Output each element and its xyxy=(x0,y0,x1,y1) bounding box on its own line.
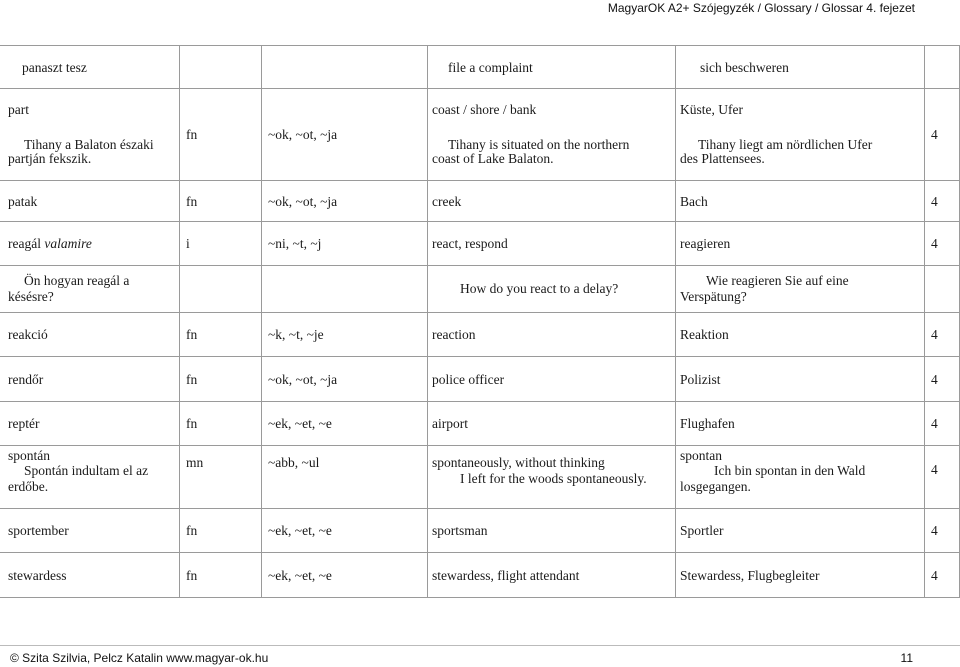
german-example xyxy=(680,463,924,495)
part-of-speech: fn xyxy=(186,193,198,209)
english-translation: police officer xyxy=(432,371,505,387)
hungarian-cell xyxy=(0,357,180,402)
chapter-cell xyxy=(925,402,960,446)
example-line: Tihany is situated on the northern xyxy=(448,137,630,152)
glossary-row xyxy=(0,89,960,181)
forms-cell xyxy=(262,553,428,598)
german-cell xyxy=(676,553,925,598)
chapter-cell xyxy=(925,553,960,598)
example-line: erdőbe. xyxy=(8,479,49,494)
english-cell xyxy=(428,509,676,553)
english-translation: react, respond xyxy=(432,236,508,251)
forms-cell xyxy=(262,402,428,446)
hungarian-cell xyxy=(0,266,180,313)
example-line: Ön hogyan reagál a xyxy=(24,273,130,288)
german-translation: Flughafen xyxy=(680,416,735,431)
hungarian-term: sportember xyxy=(8,523,69,538)
german-cell xyxy=(676,45,925,89)
word-forms: ~ok, ~ot, ~ja xyxy=(268,127,338,142)
english-cell xyxy=(428,181,676,222)
german-translation: spontan xyxy=(680,448,722,463)
forms-cell xyxy=(262,446,428,509)
word-forms: ~ok, ~ot, ~ja xyxy=(268,371,338,387)
chapter-cell xyxy=(925,181,960,222)
hungarian-cell xyxy=(0,313,180,357)
example-line: partján fekszik. xyxy=(8,151,92,166)
german-example xyxy=(680,138,924,166)
pos-cell xyxy=(180,45,262,89)
hungarian-term: reagál xyxy=(8,236,41,251)
chapter-cell xyxy=(925,266,960,313)
chapter-number: 4 xyxy=(931,236,938,251)
german-translation: Bach xyxy=(680,193,708,209)
german-cell xyxy=(676,446,925,509)
part-of-speech: fn xyxy=(186,127,198,142)
example-line: losgegangen. xyxy=(680,479,751,494)
english-translation: spontaneously, without thinking xyxy=(432,455,605,470)
word-forms: ~ek, ~et, ~e xyxy=(268,416,332,431)
footer-copyright: © Szita Szilvia, Pelcz Katalin www.magyar-ok.hu xyxy=(10,651,269,665)
hungarian-cell xyxy=(0,446,180,509)
english-cell xyxy=(428,553,676,598)
chapter-cell xyxy=(925,89,960,181)
english-example xyxy=(432,470,675,487)
german-cell xyxy=(676,402,925,446)
pos-cell xyxy=(180,181,262,222)
example-line: Tihany liegt am nördlichen Ufer xyxy=(698,137,873,152)
hungarian-cell xyxy=(0,45,180,89)
word-forms: ~ek, ~et, ~e xyxy=(268,523,332,538)
hungarian-cell xyxy=(0,181,180,222)
german-cell xyxy=(676,509,925,553)
part-of-speech: fn xyxy=(186,327,198,342)
glossary-row xyxy=(0,45,960,89)
english-cell xyxy=(428,357,676,402)
german-cell xyxy=(676,89,925,181)
glossary-row xyxy=(0,553,960,598)
german-translation: Stewardess, Flugbegleiter xyxy=(680,567,820,583)
example-line: késésre? xyxy=(8,289,54,304)
glossary-row xyxy=(0,509,960,553)
hungarian-term: rendőr xyxy=(8,371,44,387)
hungarian-cell xyxy=(0,402,180,446)
forms-cell xyxy=(262,509,428,553)
word-forms: ~k, ~t, ~je xyxy=(268,327,324,342)
example-line: Wie reagieren Sie auf eine xyxy=(706,273,849,288)
hungarian-phrase: panaszt tesz xyxy=(22,59,87,75)
pos-cell xyxy=(180,89,262,181)
hungarian-term: reakció xyxy=(8,327,48,342)
hungarian-cell xyxy=(0,222,180,266)
hungarian-term: stewardess xyxy=(8,567,67,583)
hungarian-term-line xyxy=(8,236,179,251)
chapter-number: 4 xyxy=(931,193,938,209)
hungarian-cell xyxy=(0,89,180,181)
chapter-number: 4 xyxy=(931,567,938,583)
example-line: Ich bin spontan in den Wald xyxy=(714,463,866,478)
chapter-cell xyxy=(925,222,960,266)
hungarian-cell xyxy=(0,553,180,598)
hungarian-example xyxy=(8,463,179,495)
example-line: I left for the woods spontaneously. xyxy=(460,471,647,486)
word-forms: ~abb, ~ul xyxy=(268,455,320,470)
forms-cell xyxy=(262,313,428,357)
german-cell xyxy=(676,181,925,222)
hungarian-example xyxy=(8,138,179,166)
english-translation: sportsman xyxy=(432,523,488,538)
chapter-cell xyxy=(925,509,960,553)
glossary-row xyxy=(0,181,960,222)
footer-divider xyxy=(0,645,960,646)
english-cell xyxy=(428,446,676,509)
chapter-number: 4 xyxy=(931,462,938,477)
english-example xyxy=(432,138,675,166)
glossary-row xyxy=(0,357,960,402)
forms-cell xyxy=(262,222,428,266)
example-line: Tihany a Balaton északi xyxy=(24,137,154,152)
glossary-row xyxy=(0,266,960,313)
pos-cell xyxy=(180,266,262,313)
example-line: des Plattensees. xyxy=(680,151,765,166)
pos-cell xyxy=(180,446,262,509)
german-cell xyxy=(676,266,925,313)
part-of-speech: fn xyxy=(186,523,198,538)
hungarian-term-complement: valamire xyxy=(44,236,92,251)
page-header-title: MagyarOK A2+ Szójegyzék / Glossary / Glossar 4. fejezet xyxy=(607,1,915,15)
chapter-number: 4 xyxy=(931,127,938,142)
footer-page-number: 11 xyxy=(900,651,913,665)
part-of-speech: fn xyxy=(186,416,198,431)
example-line: Spontán indultam el az xyxy=(24,463,149,478)
forms-cell xyxy=(262,357,428,402)
chapter-number: 4 xyxy=(931,371,938,387)
pos-cell xyxy=(180,357,262,402)
hungarian-cell xyxy=(0,509,180,553)
example-line: coast of Lake Balaton. xyxy=(432,151,554,166)
german-cell xyxy=(676,222,925,266)
example-line: Verspätung? xyxy=(680,289,747,304)
glossary-row xyxy=(0,446,960,509)
chapter-cell xyxy=(925,446,960,509)
glossary-row xyxy=(0,222,960,266)
chapter-number: 4 xyxy=(931,523,938,538)
hungarian-term: spontán xyxy=(8,448,50,463)
english-translation: reaction xyxy=(432,327,476,342)
part-of-speech: mn xyxy=(186,455,204,470)
german-cell xyxy=(676,313,925,357)
german-translation: Polizist xyxy=(680,371,721,387)
part-of-speech: fn xyxy=(186,371,198,387)
word-forms: ~ni, ~t, ~j xyxy=(268,236,322,251)
german-translation: Reaktion xyxy=(680,327,729,342)
pos-cell xyxy=(180,553,262,598)
forms-cell xyxy=(262,45,428,89)
english-cell xyxy=(428,45,676,89)
english-cell xyxy=(428,402,676,446)
german-phrase: sich beschweren xyxy=(700,59,789,75)
part-of-speech: i xyxy=(186,236,190,251)
glossary-row xyxy=(0,313,960,357)
forms-cell xyxy=(262,266,428,313)
german-translation: Küste, Ufer xyxy=(680,102,743,117)
hungarian-term: reptér xyxy=(8,416,40,431)
chapter-cell xyxy=(925,45,960,89)
english-cell xyxy=(428,222,676,266)
pos-cell xyxy=(180,313,262,357)
english-translation: coast / shore / bank xyxy=(432,102,537,117)
glossary-row xyxy=(0,402,960,446)
pos-cell xyxy=(180,222,262,266)
english-phrase: file a complaint xyxy=(448,59,533,75)
chapter-cell xyxy=(925,357,960,402)
german-cell xyxy=(676,357,925,402)
chapter-number: 4 xyxy=(931,327,938,342)
chapter-cell xyxy=(925,313,960,357)
english-translation: stewardess, flight attendant xyxy=(432,567,580,583)
pos-cell xyxy=(180,402,262,446)
pos-cell xyxy=(180,509,262,553)
part-of-speech: fn xyxy=(186,567,198,583)
english-cell xyxy=(428,313,676,357)
english-translation: airport xyxy=(432,416,468,431)
forms-cell xyxy=(262,181,428,222)
hungarian-term: part xyxy=(8,102,29,117)
word-forms: ~ok, ~ot, ~ja xyxy=(268,193,338,209)
hungarian-term: patak xyxy=(8,193,38,209)
english-cell xyxy=(428,89,676,181)
word-forms: ~ek, ~et, ~e xyxy=(268,567,332,583)
chapter-number: 4 xyxy=(931,416,938,431)
english-translation: creek xyxy=(432,193,462,209)
example-line: How do you react to a delay? xyxy=(460,281,619,296)
german-translation: reagieren xyxy=(680,236,731,251)
forms-cell xyxy=(262,89,428,181)
english-cell xyxy=(428,266,676,313)
german-translation: Sportler xyxy=(680,523,724,538)
